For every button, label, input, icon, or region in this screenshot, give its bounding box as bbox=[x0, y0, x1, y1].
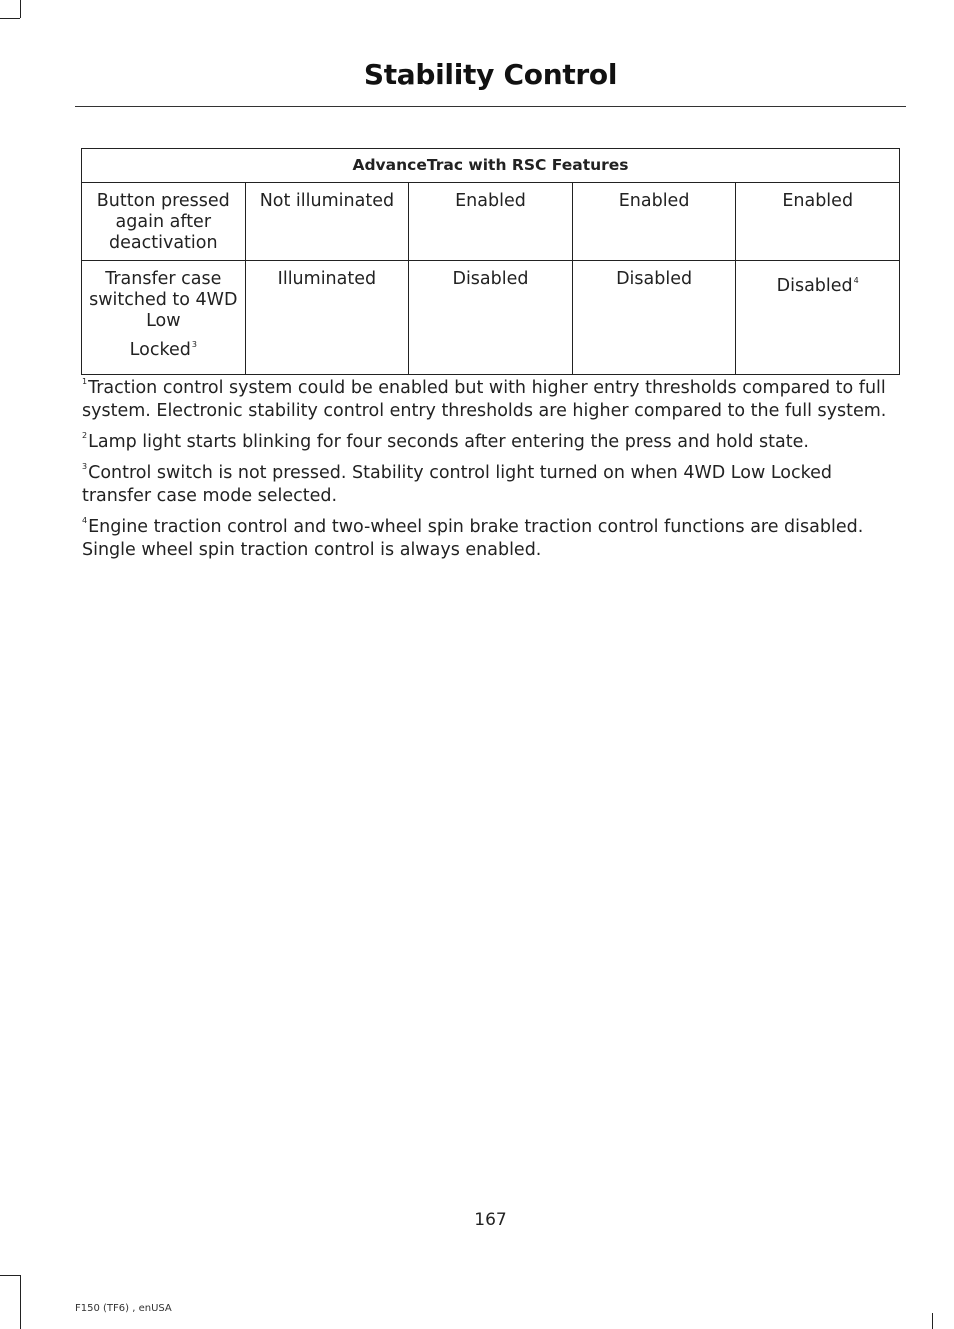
cell-text: Disabled bbox=[776, 276, 853, 296]
cell-text: Not illuminated bbox=[259, 191, 395, 211]
title-divider bbox=[75, 106, 906, 107]
crop-mark bbox=[0, 18, 20, 19]
page-title: Stability Control bbox=[363, 58, 618, 91]
cell-text: Disabled bbox=[452, 269, 529, 289]
footnote-number: 2 bbox=[82, 431, 88, 440]
cell-text: Button pressed again after deactivation bbox=[96, 191, 230, 253]
footnote-number: 1 bbox=[82, 377, 88, 386]
table-cell bbox=[82, 183, 246, 261]
table-cell bbox=[572, 183, 736, 261]
footnote-number: 3 bbox=[82, 462, 88, 471]
features-table bbox=[81, 148, 900, 375]
cell-text: Locked bbox=[129, 340, 191, 360]
table-cell bbox=[409, 183, 573, 261]
table-row bbox=[82, 183, 900, 261]
footnotes bbox=[82, 377, 904, 570]
table-cell bbox=[736, 261, 900, 375]
footnote-number: 4 bbox=[82, 516, 88, 525]
cell-text: Transfer case switched to 4WD Low bbox=[89, 269, 238, 331]
table-cell bbox=[572, 261, 736, 375]
crop-mark bbox=[20, 1275, 21, 1329]
table-cell bbox=[736, 183, 900, 261]
crop-mark bbox=[932, 1313, 933, 1329]
table-header-row bbox=[82, 149, 900, 183]
crop-mark bbox=[20, 0, 21, 18]
table-caption: AdvanceTrac with RSC Features bbox=[82, 149, 900, 183]
cell-text-continued bbox=[130, 340, 197, 361]
table-row bbox=[82, 261, 900, 375]
footnote bbox=[82, 462, 904, 508]
footnote-text: Lamp light starts blinking for four seconds after entering the press and hold state. bbox=[88, 432, 809, 452]
document-id: F150 (TF6) , enUSA bbox=[75, 1303, 172, 1314]
footnote-text: Engine traction control and two-wheel spin brake traction control functions are disabled. Single wheel spin traction control is always enabled. bbox=[82, 517, 864, 560]
page-number: 167 bbox=[474, 1210, 507, 1230]
cell-text: Illuminated bbox=[277, 269, 377, 289]
footnote bbox=[82, 377, 904, 423]
cell-text: Enabled bbox=[782, 191, 854, 211]
table-cell bbox=[409, 261, 573, 375]
table-cell bbox=[245, 261, 409, 375]
footnote-text: Control switch is not pressed. Stability control light turned on when 4WD Low Locked transfer case mode selected. bbox=[82, 463, 832, 506]
crop-mark bbox=[0, 1275, 20, 1276]
table-cell bbox=[82, 261, 246, 375]
footnote bbox=[82, 431, 904, 454]
footnote-ref: 3 bbox=[191, 340, 197, 349]
footnote-ref: 4 bbox=[853, 276, 859, 285]
cell-text: Enabled bbox=[618, 191, 690, 211]
cell-text: Enabled bbox=[455, 191, 526, 211]
cell-text: Disabled bbox=[616, 269, 693, 289]
table-cell bbox=[245, 183, 409, 261]
footnote-text: Traction control system could be enabled but with higher entry thresholds compared to full system. Electronic stability control entry thresholds are higher compared to the full system. bbox=[82, 378, 887, 421]
footnote bbox=[82, 516, 904, 562]
